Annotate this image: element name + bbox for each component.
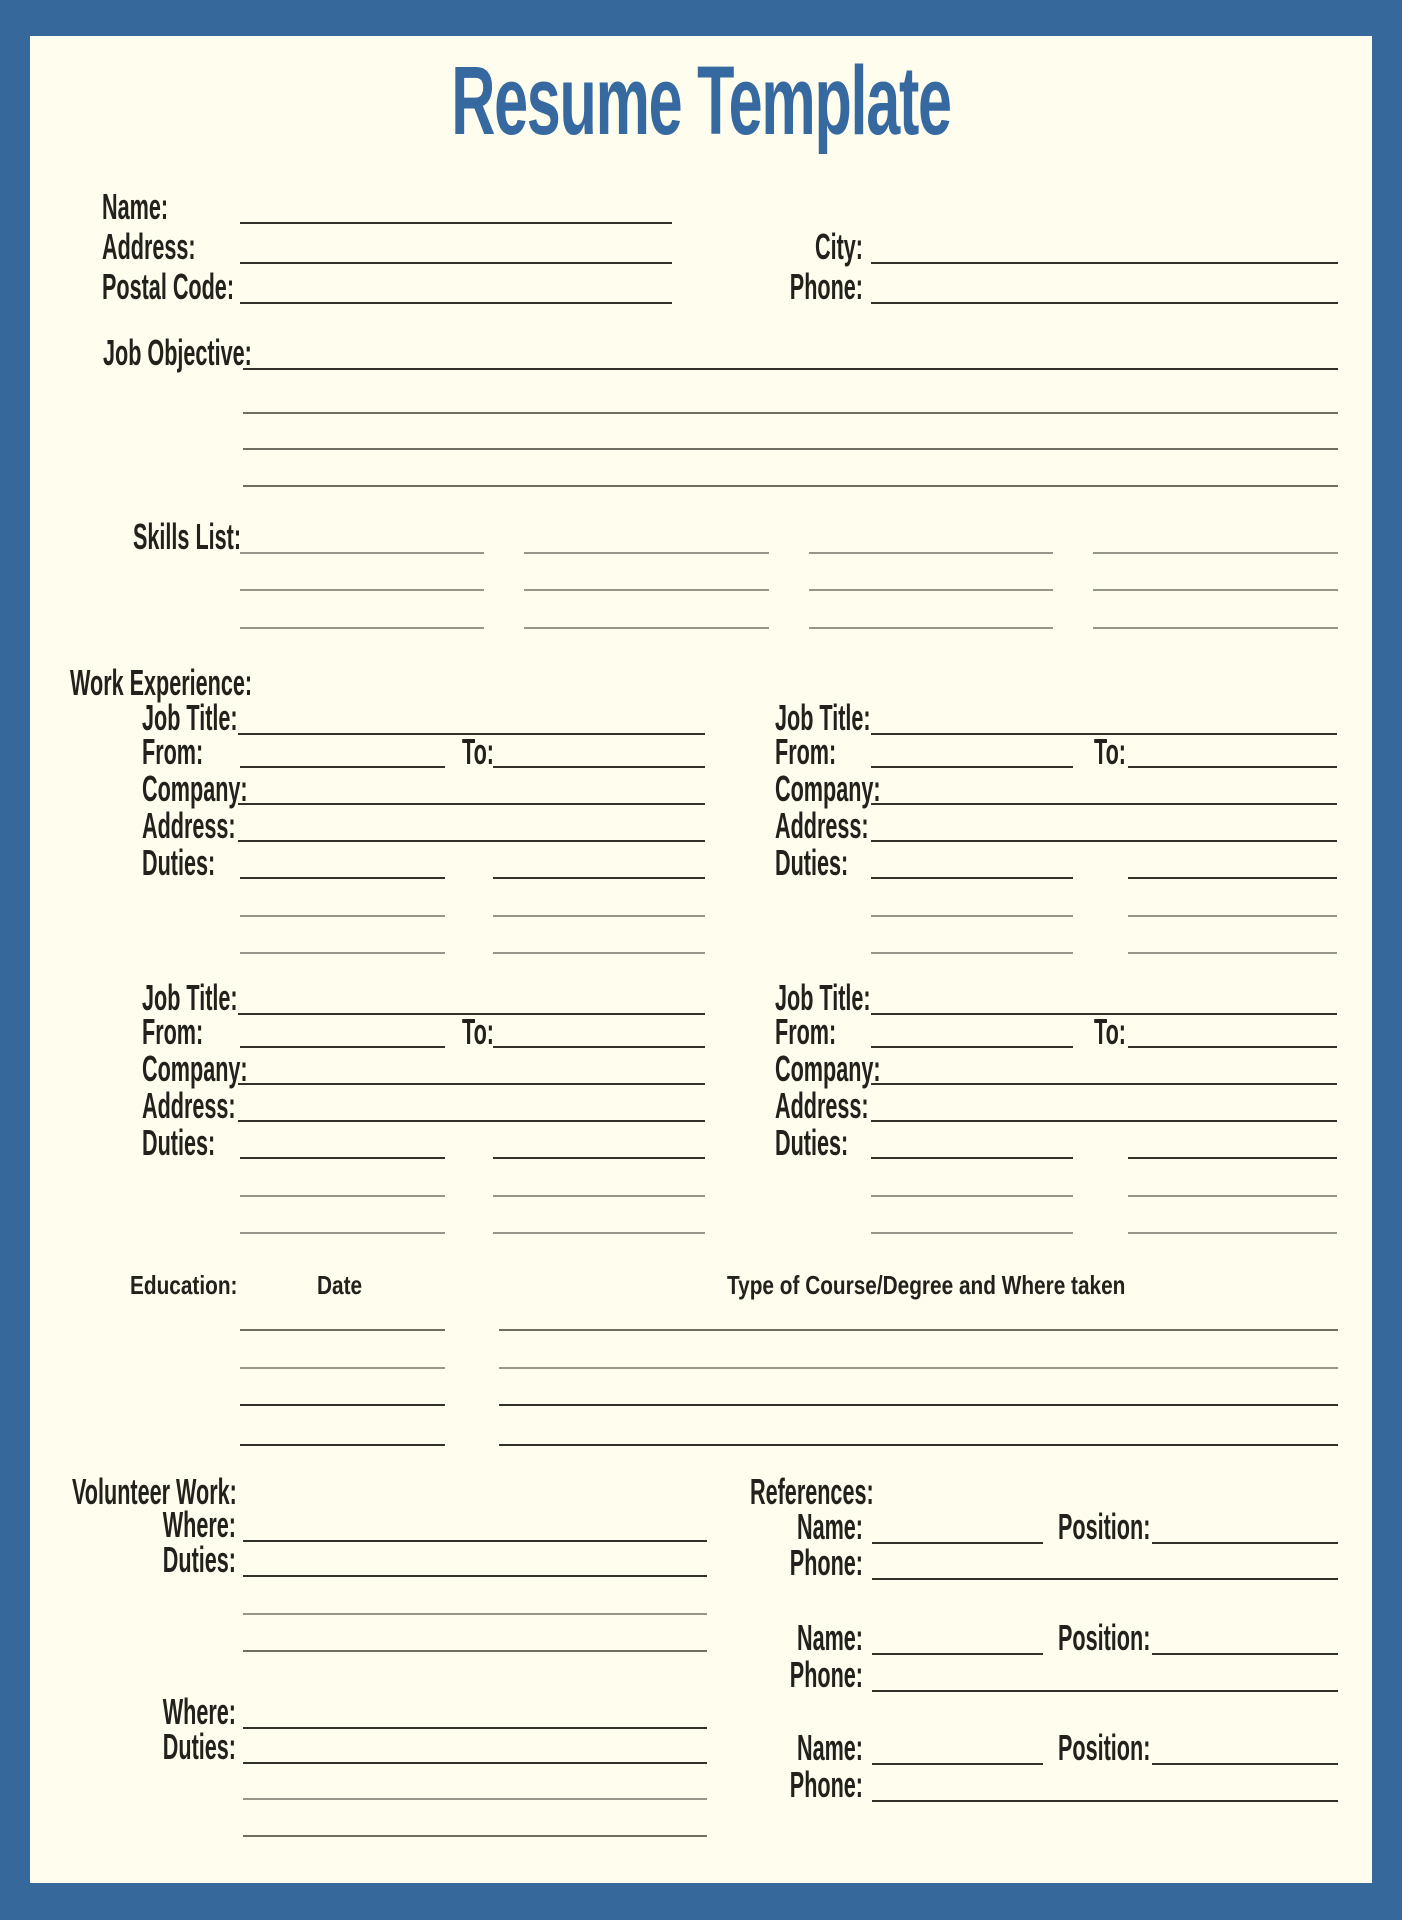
education-date-line — [240, 1367, 445, 1369]
duties-line — [240, 1157, 445, 1159]
duties-line — [871, 1157, 1073, 1159]
duties-line — [1128, 1157, 1337, 1159]
address-line — [238, 1120, 705, 1122]
where-label: Where: — [162, 1504, 236, 1545]
reference-phone-label: Phone: — [789, 1654, 863, 1695]
to-label: To: — [1094, 731, 1126, 772]
duties-line — [240, 1232, 445, 1234]
from-line — [871, 1046, 1073, 1048]
to-label: To: — [462, 1011, 494, 1052]
skills-line — [240, 552, 484, 554]
education-date-line — [240, 1329, 445, 1331]
to-line — [1128, 1046, 1337, 1048]
volunteer-duties-line — [243, 1762, 707, 1764]
volunteer-duties-line — [243, 1613, 707, 1615]
education-date-line — [240, 1404, 445, 1406]
reference-phone-line — [872, 1800, 1338, 1802]
volunteer-where-line — [243, 1727, 707, 1729]
volunteer-work-header: Volunteer Work: — [72, 1471, 237, 1512]
volunteer-duties-line — [243, 1835, 707, 1837]
name-label: Name: — [102, 186, 169, 227]
city-line — [871, 262, 1338, 264]
name-line — [240, 222, 672, 224]
skills-line — [524, 589, 769, 591]
duties-line — [1128, 1195, 1337, 1197]
duties-label: Duties: — [775, 842, 849, 883]
address-label: Address: — [102, 226, 196, 267]
job-title-label: Job Title: — [142, 977, 238, 1018]
to-label: To: — [462, 731, 494, 772]
duties-line — [1128, 1232, 1337, 1234]
duties-line — [493, 1157, 705, 1159]
to-line — [493, 766, 705, 768]
skills-line — [809, 589, 1053, 591]
duties-line — [240, 915, 445, 917]
company-line — [871, 803, 1337, 805]
duties-line — [240, 1195, 445, 1197]
education-course-line — [499, 1329, 1338, 1331]
volunteer-duties-line — [243, 1798, 707, 1800]
duties-line — [240, 952, 445, 954]
address-line — [238, 840, 705, 842]
job-objective-line — [243, 368, 1338, 370]
job-title-label: Job Title: — [775, 977, 871, 1018]
job-objective-line — [243, 412, 1338, 414]
duties-line — [493, 952, 705, 954]
phone-line — [871, 302, 1338, 304]
company-label: Company: — [142, 1048, 248, 1089]
phone-label: Phone: — [789, 266, 863, 307]
to-line — [493, 1046, 705, 1048]
skills-line — [240, 627, 484, 629]
skills-line — [524, 627, 769, 629]
job-objective-label: Job Objective: — [103, 332, 252, 373]
reference-name-line — [872, 1763, 1043, 1765]
duties-line — [493, 1232, 705, 1234]
skills-line — [1093, 552, 1338, 554]
work-experience-header: Work Experience: — [70, 662, 253, 703]
skills-line — [809, 552, 1053, 554]
duties-line — [871, 915, 1073, 917]
duties-label: Duties: — [142, 842, 216, 883]
education-course-line — [499, 1444, 1338, 1446]
job-objective-line — [243, 485, 1338, 487]
duties-line — [871, 1195, 1073, 1197]
skills-line — [1093, 627, 1338, 629]
job-objective-line — [243, 448, 1338, 450]
job-title-label: Job Title: — [775, 697, 871, 738]
duties-line — [493, 1195, 705, 1197]
duties-line — [493, 877, 705, 879]
where-label: Where: — [162, 1691, 236, 1732]
reference-position-line — [1152, 1763, 1338, 1765]
address-label: Address: — [142, 1085, 236, 1126]
duties-line — [871, 877, 1073, 879]
from-line — [240, 766, 445, 768]
company-line — [238, 1083, 705, 1085]
city-label: City: — [815, 226, 863, 267]
skills-line — [809, 627, 1053, 629]
duties-line — [240, 877, 445, 879]
education-course-line — [499, 1367, 1338, 1369]
duties-label: Duties: — [142, 1122, 216, 1163]
reference-name-label: Name: — [796, 1727, 863, 1768]
from-line — [240, 1046, 445, 1048]
address-label: Address: — [775, 1085, 869, 1126]
volunteer-where-line — [243, 1540, 707, 1542]
duties-label: Duties: — [775, 1122, 849, 1163]
skills-line — [524, 552, 769, 554]
company-label: Company: — [775, 1048, 881, 1089]
reference-position-line — [1152, 1542, 1338, 1544]
reference-phone-line — [872, 1578, 1338, 1580]
reference-name-line — [872, 1542, 1043, 1544]
from-label: From: — [775, 731, 837, 772]
company-line — [238, 803, 705, 805]
from-label: From: — [775, 1011, 837, 1052]
reference-name-label: Name: — [796, 1617, 863, 1658]
to-label: To: — [1094, 1011, 1126, 1052]
company-line — [871, 1083, 1337, 1085]
reference-phone-line — [872, 1690, 1338, 1692]
reference-position-label: Position: — [1058, 1727, 1151, 1768]
education-course-line — [499, 1404, 1338, 1406]
duties-line — [871, 1232, 1073, 1234]
date-column-header: Date — [317, 1270, 363, 1300]
paper-sheet — [30, 36, 1372, 1883]
job-title-line — [871, 1013, 1337, 1015]
address-label: Address: — [775, 805, 869, 846]
references-header: References: — [750, 1471, 874, 1512]
company-label: Company: — [775, 768, 881, 809]
reference-position-label: Position: — [1058, 1506, 1151, 1547]
duties-line — [1128, 877, 1337, 879]
address-line — [871, 1120, 1337, 1122]
duties-label: Duties: — [162, 1726, 236, 1767]
from-label: From: — [142, 1011, 204, 1052]
education-date-line — [240, 1444, 445, 1446]
address-line — [871, 840, 1337, 842]
duties-line — [493, 915, 705, 917]
postal-code-line — [240, 302, 672, 304]
volunteer-duties-line — [243, 1575, 707, 1577]
job-title-line — [871, 733, 1337, 735]
reference-name-label: Name: — [796, 1506, 863, 1547]
volunteer-duties-line — [243, 1650, 707, 1652]
job-title-line — [238, 1013, 705, 1015]
job-title-line — [238, 733, 705, 735]
duties-line — [1128, 915, 1337, 917]
job-title-label: Job Title: — [142, 697, 238, 738]
reference-name-line — [872, 1653, 1043, 1655]
from-label: From: — [142, 731, 204, 772]
skills-list-label: Skills List: — [133, 516, 242, 557]
postal-code-label: Postal Code: — [102, 266, 235, 307]
page-title: Resume Template — [451, 46, 951, 155]
education-header: Education: — [130, 1270, 238, 1300]
to-line — [1128, 766, 1337, 768]
from-line — [871, 766, 1073, 768]
reference-phone-label: Phone: — [789, 1542, 863, 1583]
duties-line — [1128, 952, 1337, 954]
address-line — [240, 262, 672, 264]
skills-line — [240, 589, 484, 591]
course-column-header: Type of Course/Degree and Where taken — [727, 1270, 1126, 1300]
reference-position-line — [1152, 1653, 1338, 1655]
company-label: Company: — [142, 768, 248, 809]
reference-phone-label: Phone: — [789, 1764, 863, 1805]
reference-position-label: Position: — [1058, 1617, 1151, 1658]
duties-line — [871, 952, 1073, 954]
duties-label: Duties: — [162, 1539, 236, 1580]
skills-line — [1093, 589, 1338, 591]
address-label: Address: — [142, 805, 236, 846]
